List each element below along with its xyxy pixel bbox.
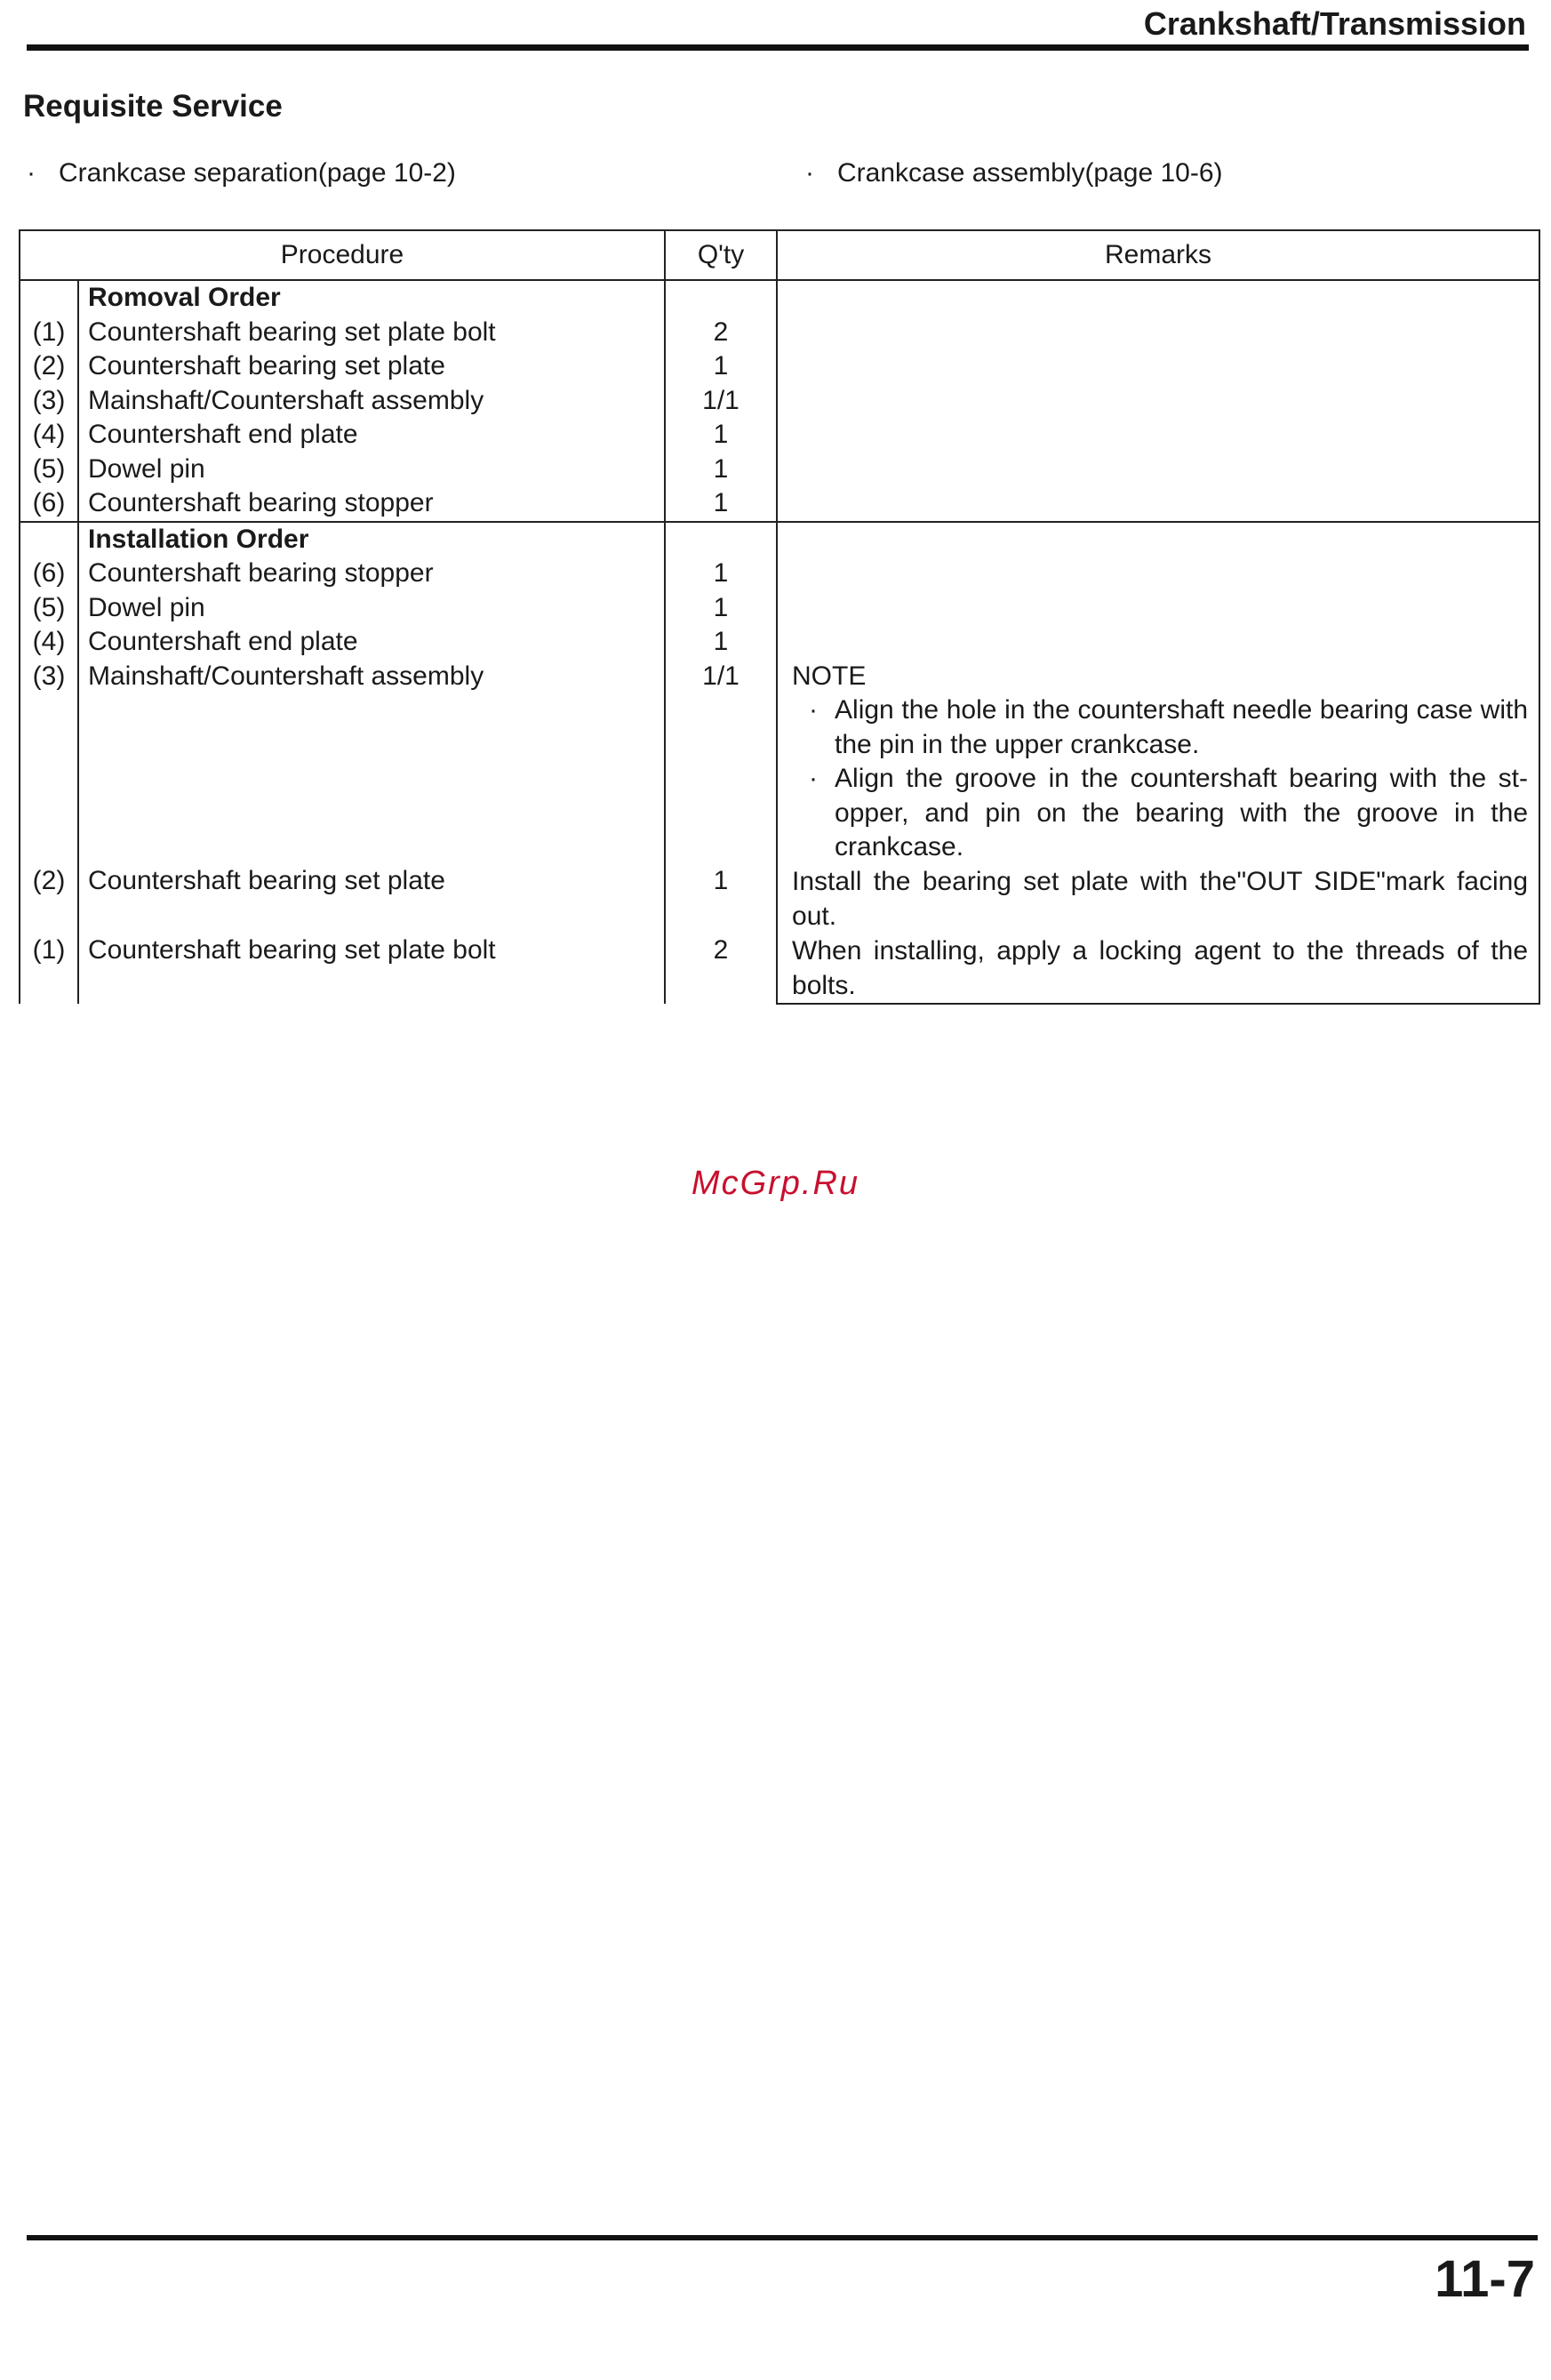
reference-text: Crankcase separation(page 10-2): [59, 158, 456, 188]
section-title: Requisite Service: [23, 89, 283, 124]
remark-text: When installing, apply a locking agent to the threads of the bolts.: [792, 935, 1529, 1000]
step-number: (6): [32, 558, 66, 588]
installation-order-title: Installation Order: [88, 524, 309, 554]
step-name: Mainshaft/Countershaft assembly: [88, 661, 484, 691]
step-name: Countershaft bearing set plate: [88, 351, 445, 381]
step-number-column: [20, 280, 78, 522]
note-text: Align the hole in the countershaft needle bearing case with the pin in the upper crankcase.: [835, 695, 1529, 759]
step-qty: 1: [713, 865, 729, 895]
step-name: Countershaft bearing set plate bolt: [88, 317, 496, 347]
procedure-table: [19, 229, 1540, 1005]
reference-text: Crankcase assembly(page 10-6): [837, 158, 1223, 188]
step-qty: 1/1: [702, 385, 740, 415]
step-name: Dowel pin: [88, 453, 205, 484]
header-qty: Q'ty: [665, 230, 777, 280]
table-row: [20, 280, 1539, 522]
header-rule: [27, 44, 1529, 51]
note-item: [792, 762, 1528, 865]
step-name-column: [78, 280, 665, 522]
step-qty: 1: [713, 558, 729, 588]
step-name-column: [78, 522, 665, 1004]
header-remarks: Remarks: [777, 230, 1539, 280]
installation-remarks-cell: [777, 522, 1539, 1004]
step-qty: 2: [713, 317, 729, 347]
step-qty: 1: [713, 420, 729, 449]
step-qty: 1/1: [702, 661, 740, 691]
reference-item: [27, 158, 456, 188]
step-number: (4): [32, 627, 66, 656]
step-number: (5): [32, 453, 66, 484]
step-number: (6): [32, 488, 66, 517]
bullet: ·: [27, 158, 36, 188]
reference-item: [805, 158, 1223, 188]
step-number: (2): [32, 351, 66, 381]
watermark-text: McGrp.Ru: [691, 1165, 860, 1202]
step-qty: 2: [713, 934, 729, 965]
step-number: (1): [32, 317, 66, 347]
note-text: Align the groove in the countershaft bearing with the st-opper, and pin on the bearing with the groove in the crankcase.: [835, 764, 1529, 861]
step-number: (5): [32, 592, 66, 622]
removal-order-title: Romoval Order: [88, 283, 281, 312]
bullet: ·: [809, 695, 819, 725]
remark-text: Install the bearing set plate with the"OUT SIDE"mark facing out.: [792, 866, 1529, 931]
removal-remarks-cell: [777, 280, 1539, 522]
step-name: Dowel pin: [88, 592, 205, 622]
table-row: [20, 522, 1539, 1004]
bullet: ·: [805, 158, 814, 188]
note-item: [792, 693, 1528, 762]
step-qty: 1: [713, 351, 729, 381]
step-qty-column: [665, 522, 777, 1004]
note-label: NOTE: [792, 661, 867, 691]
step-number: (2): [32, 865, 66, 895]
step-number: (1): [32, 934, 66, 965]
step-name: Countershaft bearing set plate bolt: [88, 934, 496, 965]
step-name: Countershaft bearing set plate: [88, 865, 445, 895]
step-qty: 1: [713, 627, 729, 656]
header-procedure: Procedure: [20, 230, 665, 280]
step-qty: 1: [713, 488, 729, 517]
step-number: (4): [32, 420, 66, 449]
step-number: (3): [32, 385, 66, 415]
step-qty: 1: [713, 592, 729, 622]
bullet: ·: [809, 764, 819, 793]
step-number-column: [20, 522, 78, 1004]
step-qty-column: [665, 280, 777, 522]
page-header-title: Crankshaft/Transmission: [1143, 5, 1526, 42]
step-number: (3): [32, 661, 66, 691]
footer-rule: [27, 2235, 1538, 2240]
step-qty: 1: [713, 453, 729, 484]
note-block: [792, 660, 1528, 864]
page-number: 11-7: [1435, 2250, 1535, 2308]
step-name: Countershaft end plate: [88, 420, 358, 449]
table-header-row: [20, 230, 1539, 280]
step-name: Countershaft bearing stopper: [88, 558, 434, 588]
step-name: Countershaft bearing stopper: [88, 488, 434, 517]
step-name: Mainshaft/Countershaft assembly: [88, 385, 484, 415]
step-name: Countershaft end plate: [88, 627, 358, 656]
